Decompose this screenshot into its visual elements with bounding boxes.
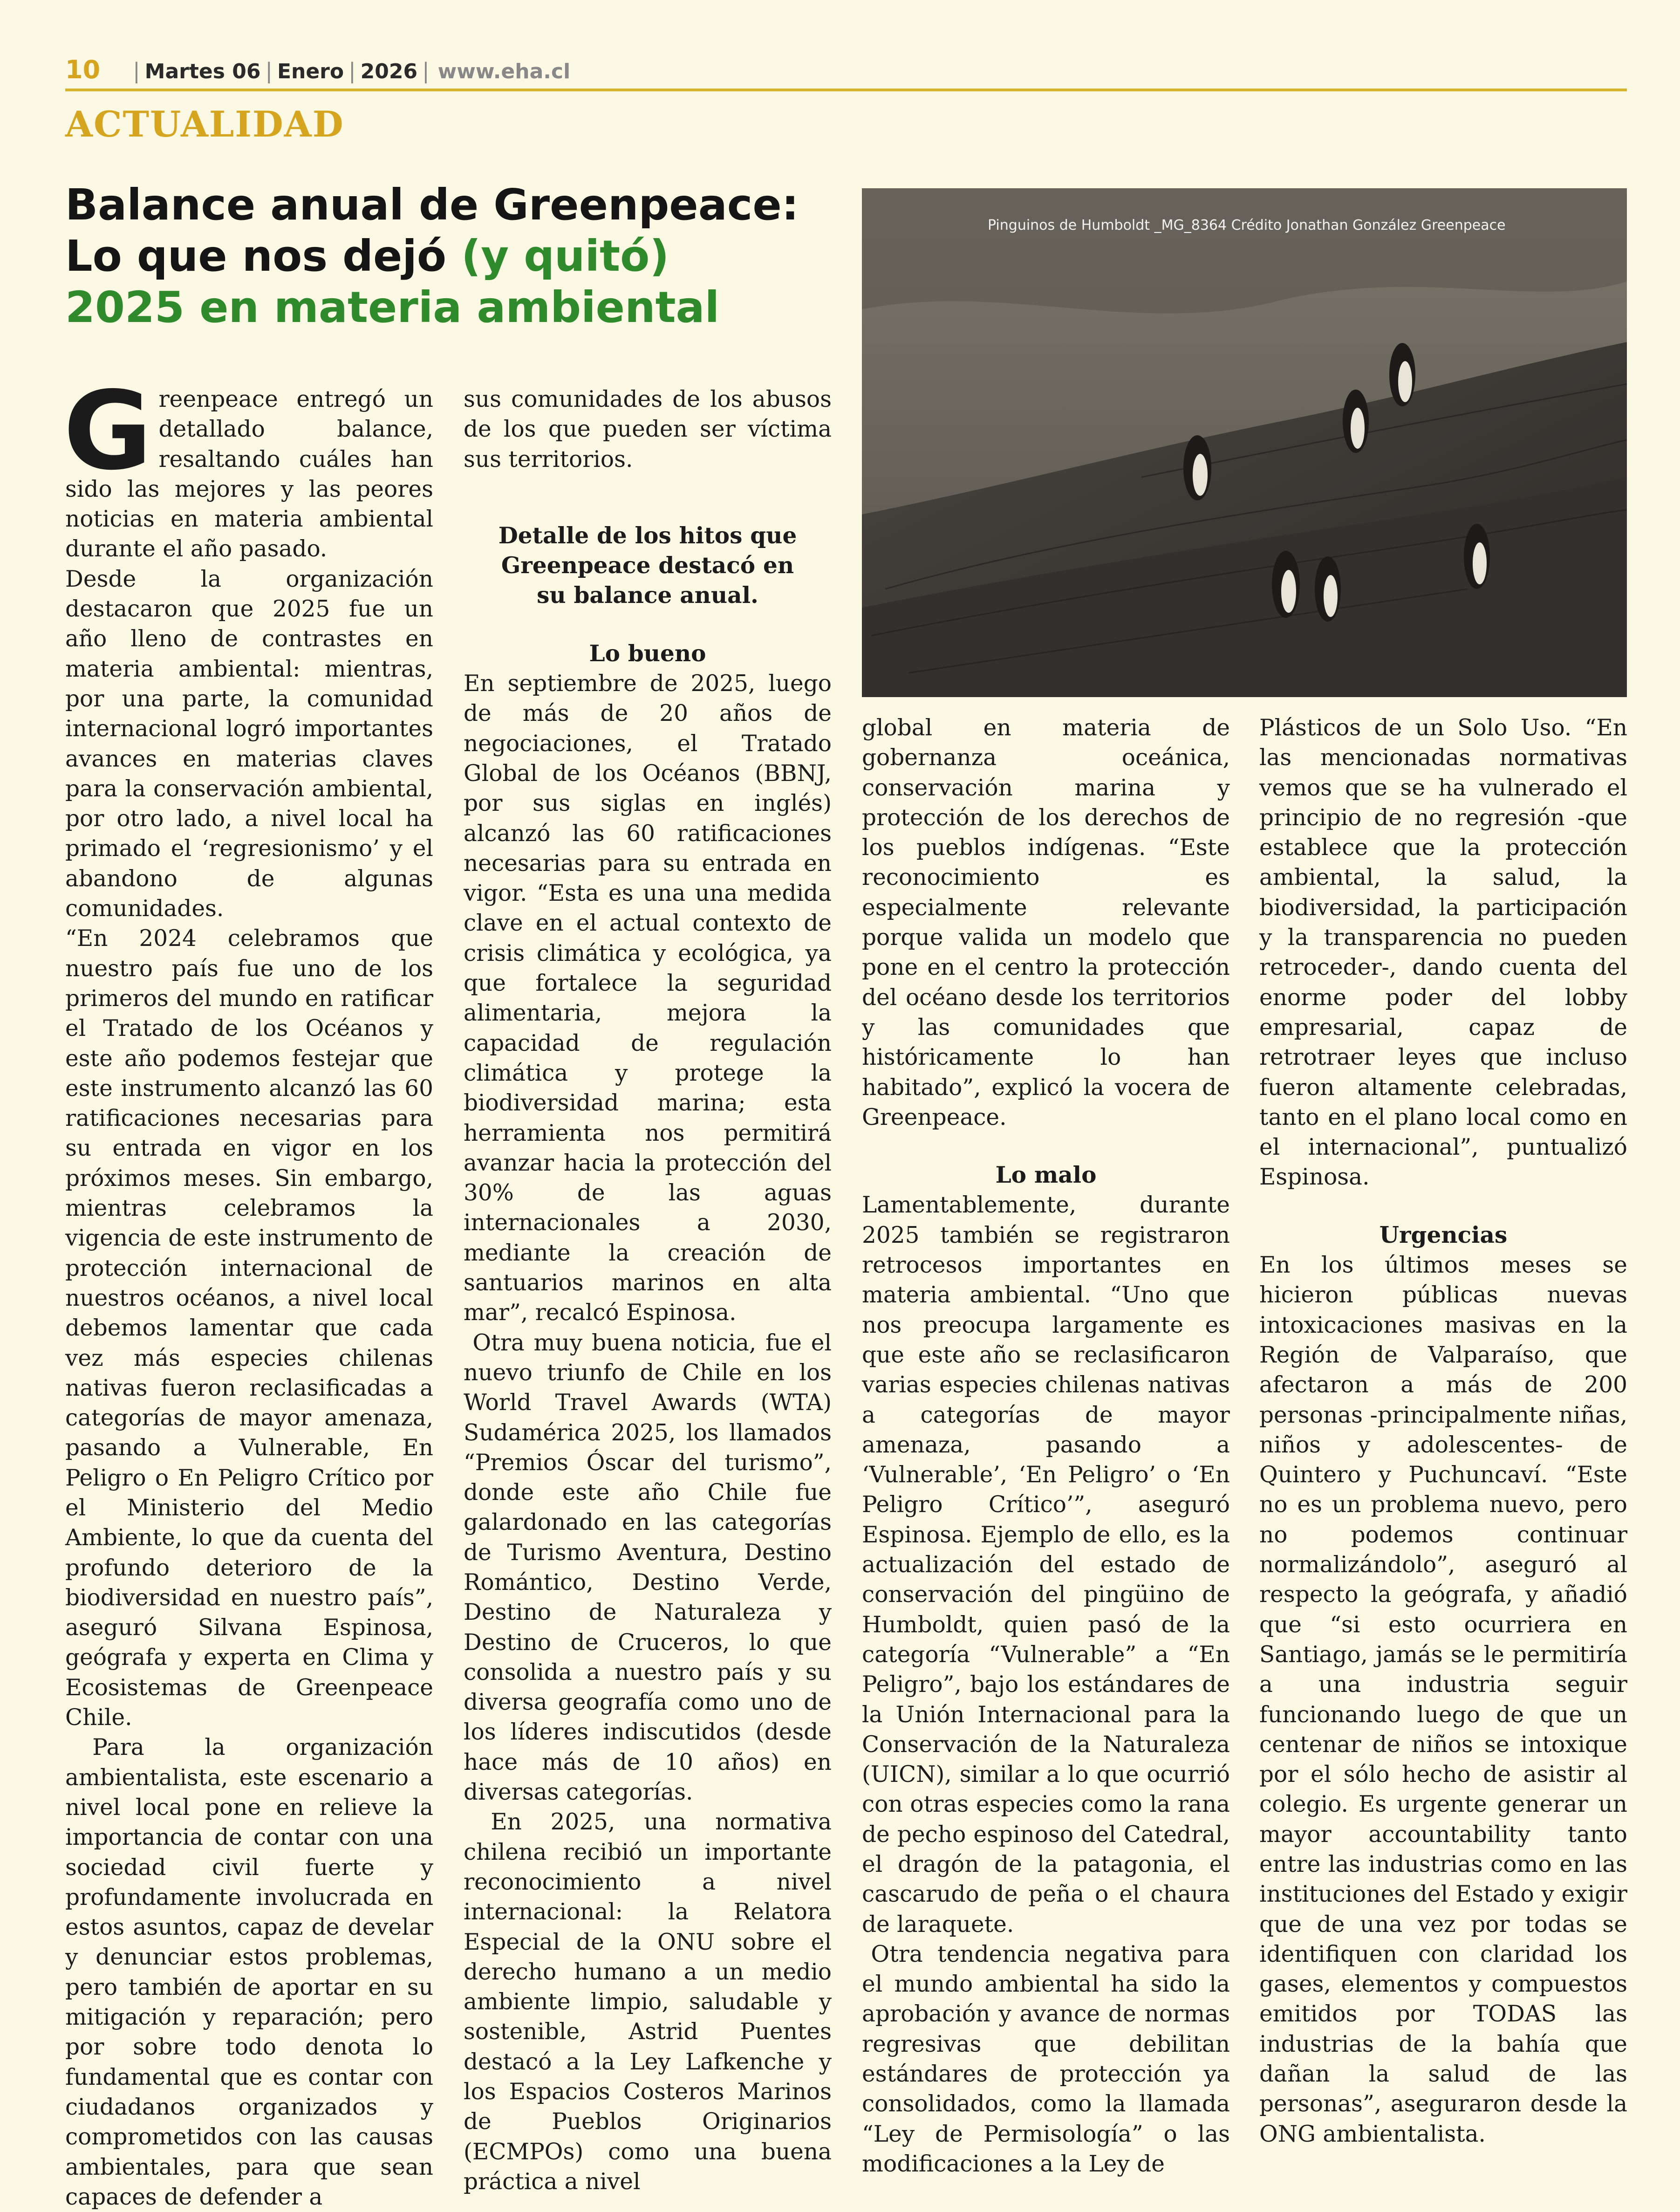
- paragraph: Plásticos de un Solo Uso. “En las mencionadas normativas vemos que se ha vulnerado el principio de no regresión -que establece que la protección ambiental, la salud, la biodiversidad, la participación y la transparencia no pueden retroceder-, dando cuenta del enorme poder del lobby empresarial, capaz de retrotraer leyes que incluso fueron altamente celebradas, tanto en el plano local como en el internacional”, puntualizó Espinosa.: [1259, 715, 1627, 1191]
- photo-credit: Pinguinos de Humboldt _MG_8364 Crédito Jonathan González Greenpeace: [988, 217, 1506, 233]
- page-number: 10: [65, 55, 101, 84]
- article-column-1: [63, 368, 433, 2212]
- paragraph: Para la organización ambientalista, este escenario a nivel local pone en relieve la importancia de contar con una sociedad civil fuerte y profundamente involucrada en estos asuntos, capaz de develar y denunciar estos problemas, pero también de aportar en su mitigación y reparación; pero por sobre todo denota lo fundamental que es contar con ciudadanos organizados y comprometidos con las causas ambientales, para que sean capaces de defender a: [65, 1734, 433, 2210]
- headline-line1: Balance anual de Greenpeace:: [65, 180, 799, 230]
- paragraph: En 2025, una normativa chilena recibió un importante reconocimiento a nivel internacional: la Relatora Especial de la ONU sobre el derecho humano a un medio ambiente limpio, saludable y sostenible, Astrid Puentes destacó a la Ley Lafkenche y los Espacios Costeros Marinos de Pueblos Originarios (ECMPOs) como una buena práctica a nivel: [464, 1809, 832, 2195]
- paragraph: Desde la organización destacaron que 2025 fue un año lleno de contrastes en materia ambiental: mientras, por una parte, la comunidad internacional logró importantes avances en materias claves para la conservación ambiental, por otro lado, a nivel local ha primado el ‘regresionismo’ y el abandono de algunas comunidades.: [65, 566, 433, 922]
- headline: [65, 179, 857, 333]
- subheading-good: Lo bueno: [589, 640, 706, 667]
- article-photo: [862, 188, 1627, 697]
- header-separator: |: [133, 58, 140, 83]
- header-day: Martes 06: [144, 60, 261, 83]
- penguins-photo-illustration: [862, 188, 1627, 697]
- article-column-3: [862, 713, 1230, 2179]
- paragraph: Lamentablemente, durante 2025 también se registraron retrocesos importantes en materia ambiental. “Uno que nos preocupa largamente es que este año se reclasificaron varias especies chilenas nativas a categorías de mayor amenaza, pasando a ‘Vulnerable’, ‘En Peligro’ o ‘En Peligro Crítico’”, aseguró Espinosa. Ejemplo de ello, es la actualización del estado de conservación del pingüino de Humboldt, quien pasó de la categoría “Vulnerable” a “En Peligro”, bajo los estándares de la Unión Internacional para la Conservación de la Naturaleza (UICN), similar a lo que ocurrió con otras especies como la rana de pecho espinoso del Catedral, el dragón de la patagonia, el cascarudo de peña o el chaura de laraquete.: [862, 1192, 1230, 1938]
- headline-line2-highlight: (y quitó): [461, 231, 669, 281]
- article-column-4: [1259, 713, 1627, 2149]
- paragraph: Otra muy buena noticia, fue el nuevo triunfo de Chile en los World Travel Awards (WTA) Sudamérica 2025, los llamados “Premios Óscar del turismo”, donde este año Chile fue galardonado en las categorías de Turismo Aventura, Destino Romántico, Destino Verde, Destino de Naturaleza y Destino de Cruceros, lo que consolida a nuestro país y su diversa geografía como uno de los líderes indiscutidos (desde hace más de 10 años) en diversas categorías.: [464, 1329, 832, 1806]
- headline-line2: Lo que nos dejó: [65, 231, 462, 281]
- paragraph: “En 2024 celebramos que nuestro país fue uno de los primeros del mundo en ratificar el Tratado de los Océanos y este año podemos festejar que este instrumento alcanzó las 60 ratificaciones necesarias para su entrada en vigor en los próximos meses. Sin embargo, mientras celebramos la vigencia de este instrumento de protección internacional de nuestros océanos, a nivel local debemos lamentar que cada vez más especies chilenas nativas fueron reclasificadas a categorías de mayor amenaza, pasando a Vulnerable, En Peligro o En Peligro Crítico por el Ministerio del Medio Ambiente, lo que da cuenta del profundo deterioro de la biodiversidad en nuestro país”, aseguró Silvana Espinosa, geógrafa y experta en Clima y Ecosistemas de Greenpeace Chile.: [65, 925, 433, 1731]
- headline-line3: 2025 en materia ambiental: [65, 282, 720, 332]
- page-header: [65, 51, 1627, 91]
- article-column-2: [464, 384, 832, 2197]
- header-month: Enero: [277, 60, 344, 83]
- header-separator: |: [422, 58, 430, 83]
- subheading-highlights: Detalle de los hitos que Greenpeace destacó en su balance anual.: [498, 522, 797, 609]
- paragraph: En septiembre de 2025, luego de más de 20 años de negociaciones, el Tratado Global de los Océanos (BBNJ, por sus siglas en inglés) alcanzó las 60 ratificaciones necesarias para su entrada en vigor. “Esta es una una medida clave en el actual contexto de crisis climática y ecológica, ya que fortalece la seguridad alimentaria, mejora la capacidad de regulación climática y protege la biodiversidad marina; esta herramienta nos permitirá avanzar hacia la protección del 30% de las aguas internacionales a 2030, mediante la creación de santuarios marinos en alta mar”, recalcó Espinosa.: [464, 671, 832, 1326]
- paragraph: Greenpeace entregó un detallado balance, resaltando cuáles han sido las mejores y las peores noticias en materia ambiental durante el año pasado.: [63, 368, 433, 562]
- header-year: 2026: [360, 60, 418, 83]
- header-row: [65, 55, 570, 84]
- paragraph: global en materia de gobernanza oceánica, conservación marina y protección de los derechos de los pueblos indígenas. “Este reconocimiento es especialmente relevante porque valida un modelo que pone en el centro la protección del océano desde los territorios y las comunidades que históricamente lo han habitado”, explicó la vocera de Greenpeace.: [862, 715, 1230, 1130]
- subheading-urgent: Urgencias: [1379, 1221, 1508, 1248]
- subheading-bad: Lo malo: [995, 1162, 1097, 1189]
- paragraph: Otra tendencia negativa para el mundo ambiental ha sido la aprobación y avance de normas regresivas que debilitan estándares de protección ya consolidados, como la llamada “Ley de Permisología” o las modificaciones a la Ley de: [862, 1941, 1230, 2177]
- drop-cap: G: [63, 368, 152, 494]
- paragraph: En los últimos meses se hicieron públicas nuevas intoxicaciones masivas en la Región de Valparaíso, que afectaron a más de 200 personas -principalmente niñas, niños y adolescentes- de Quintero y Puchuncaví. “Este no es un problema nuevo, pero no podemos continuar normalizándolo”, aseguró al respecto la geógrafa, y añadió que “si esto ocurriera en Santiago, jamás se le permitiría a una industria seguir funcionando luego de que un centenar de niños se intoxique por el sólo hecho de asistir al colegio. Es urgente generar un mayor accountability tanto entre las industrias como en las instituciones del Estado y exigir que de una vez por todas se identifiquen con claridad los gases, elementos y compuestos emitidos por TODAS las industrias de la bahía que dañan la salud de las personas”, aseguraron desde la ONG ambientalista.: [1259, 1252, 1627, 2147]
- header-separator: |: [265, 58, 273, 83]
- header-separator: |: [348, 58, 356, 83]
- paragraph: sus comunidades de los abusos de los que pueden ser víctima sus territorios.: [464, 386, 832, 473]
- section-label: ACTUALIDAD: [65, 103, 344, 145]
- header-website[interactable]: www.eha.cl: [437, 60, 571, 83]
